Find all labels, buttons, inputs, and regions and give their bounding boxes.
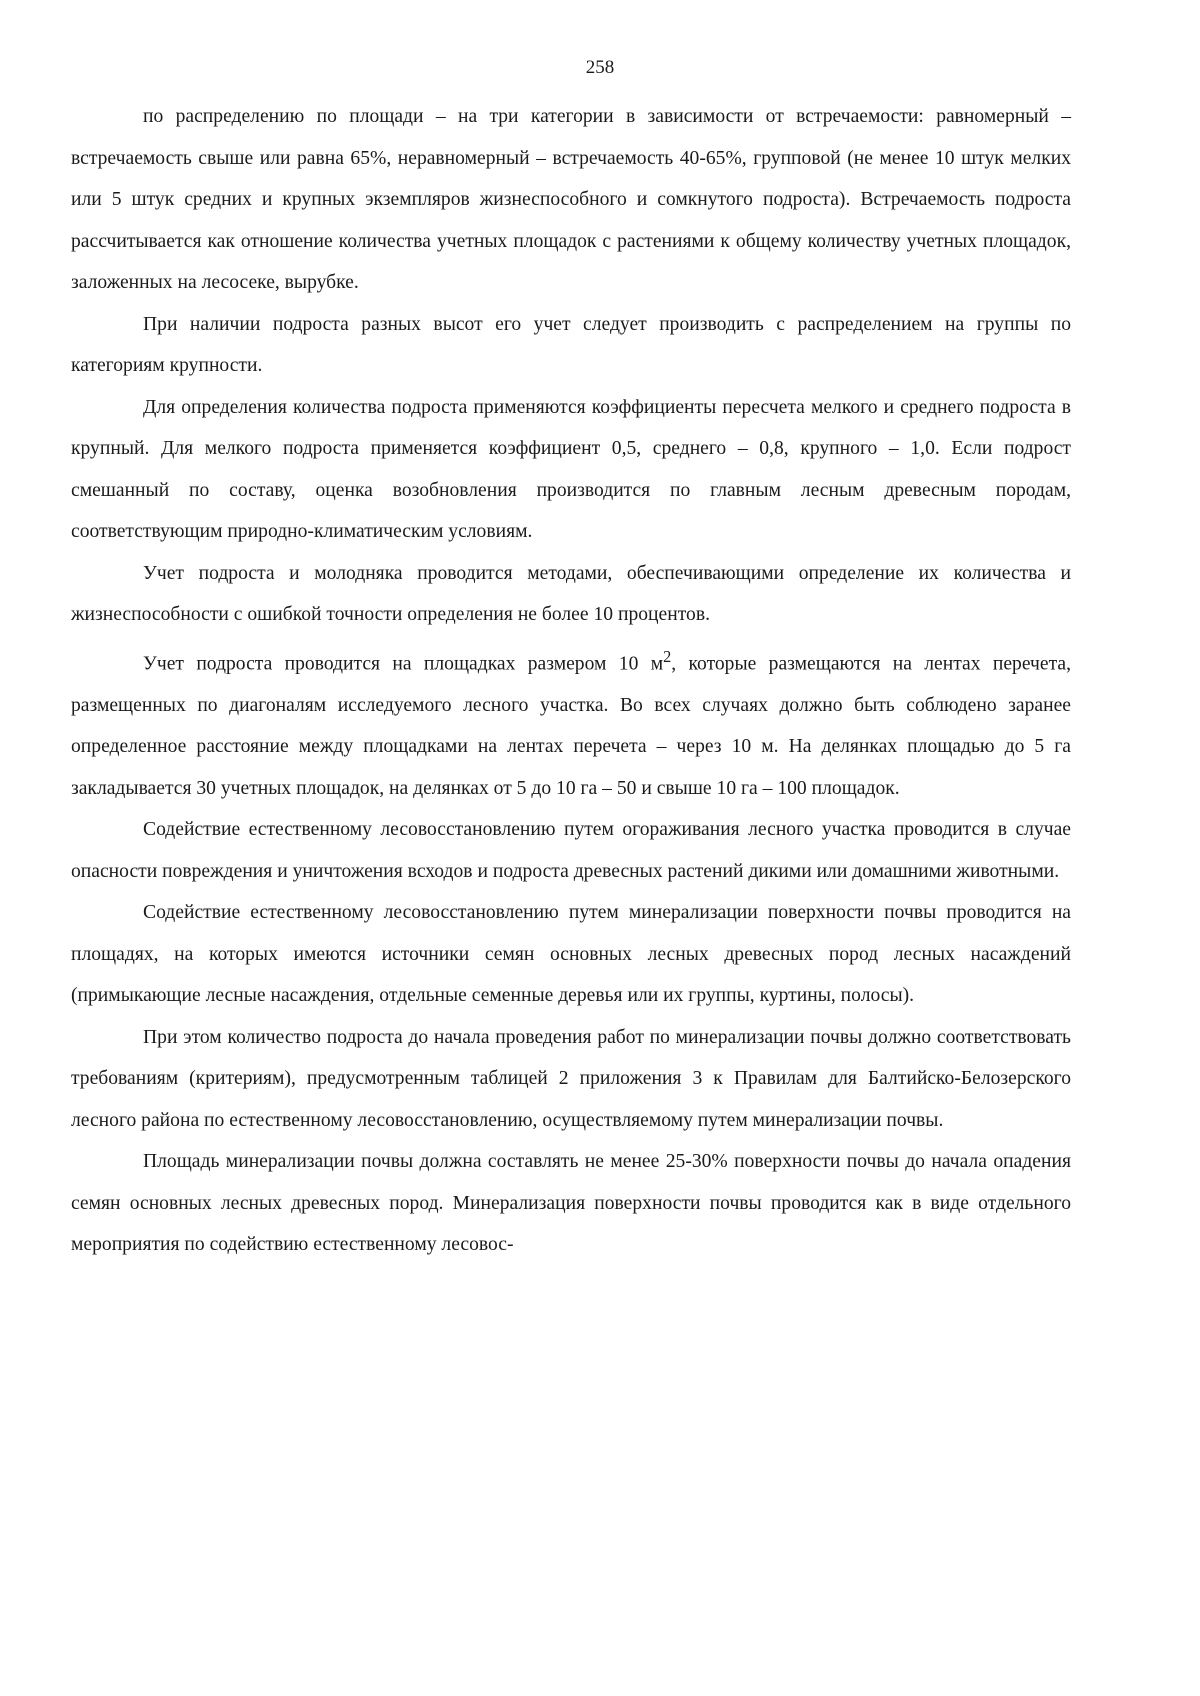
paragraph-soil-mineralization: Содействие естественному лесовосстановлению путем минерализации поверхности почвы проводится на площадях, на которых имеются источники семян основных лесных древесных пород лесных насаждений (примыкающие лесные насаждения, отдельные семенные деревья или их группы, куртины, полосы). <box>71 902 1071 1007</box>
paragraph-mineralization-requirements: При этом количество подроста до начала проведения работ по минерализации почвы должно соответствовать требованиям (критериям), предусмотренным таблицей 2 приложения 3 к Правилам для Балтийско-Белозерского лесного района по естественному лесовосстановлению, осуществляемому путем минерализации почвы. <box>71 1026 1071 1131</box>
paragraph-distribution-categories: по распределению по площади – на три категории в зависимости от встречаемости: равномерный – встречаемость свыше или равна 65%, неравномерный – встречаемость 40-65%, групповой (не менее 10 штук мелких или 5 штук средних и крупных экземпляров жизнеспособного и сомкнутого подроста). Встречаемость подроста рассчитывается как отношение количества учетных площадок с растениями к общему количеству учетных площадок, заложенных на лесосеке, вырубке. <box>71 106 1071 293</box>
plot-size-text-end: , которые размещаются на лентах перечета, размещенных по диагоналям исследуемого лесного участка. Во всех случаях должно быть соблюдено заранее определенное расстояние между площадками на лентах перечета – через 10 м. На делянках площадью до 5 га закладывается 30 учетных площадок, на делянках от 5 до 10 га – 50 и свыше 10 га – 100 площадок. <box>71 653 1072 799</box>
page-number: 258 <box>585 57 615 78</box>
document-body <box>71 96 1071 1266</box>
paragraph-conversion-coefficients: Для определения количества подроста применяются коэффициенты пересчета мелкого и среднего подроста в крупный. Для мелкого подроста применяется коэффициент 0,5, среднего – 0,8, крупного – 1,0. Если подрост смешанный по составу, оценка возобновления производится по главным лесным древесным породам, соответствующим природно-климатическим условиям. <box>71 396 1071 542</box>
paragraph-mineralization-area: Площадь минерализации почвы должна составлять не менее 25-30% поверхности почвы до начала опадения семян основных лесных древесных пород. Минерализация поверхности почвы проводится как в виде отдельного мероприятия по содействию естественному лесовос- <box>71 1151 1071 1256</box>
square-meter-superscript: 2 <box>663 646 672 666</box>
paragraph-fencing: Содействие естественному лесовосстановлению путем огораживания лесного участка проводится в случае опасности повреждения и уничтожения всходов и подроста древесных растений дикими или домашними животными. <box>71 819 1071 882</box>
paragraph-plot-size <box>71 636 1071 810</box>
paragraph-height-groups: При наличии подроста разных высот его учет следует производить с распределением на группы по категориям крупности. <box>71 313 1071 376</box>
paragraph-accounting-methods: Учет подроста и молодняка проводится методами, обеспечивающими определение их количества и жизнеспособности с ошибкой точности определения не более 10 процентов. <box>71 562 1071 625</box>
plot-size-text-start: Учет подроста проводится на площадках размером 10 м <box>143 653 664 675</box>
